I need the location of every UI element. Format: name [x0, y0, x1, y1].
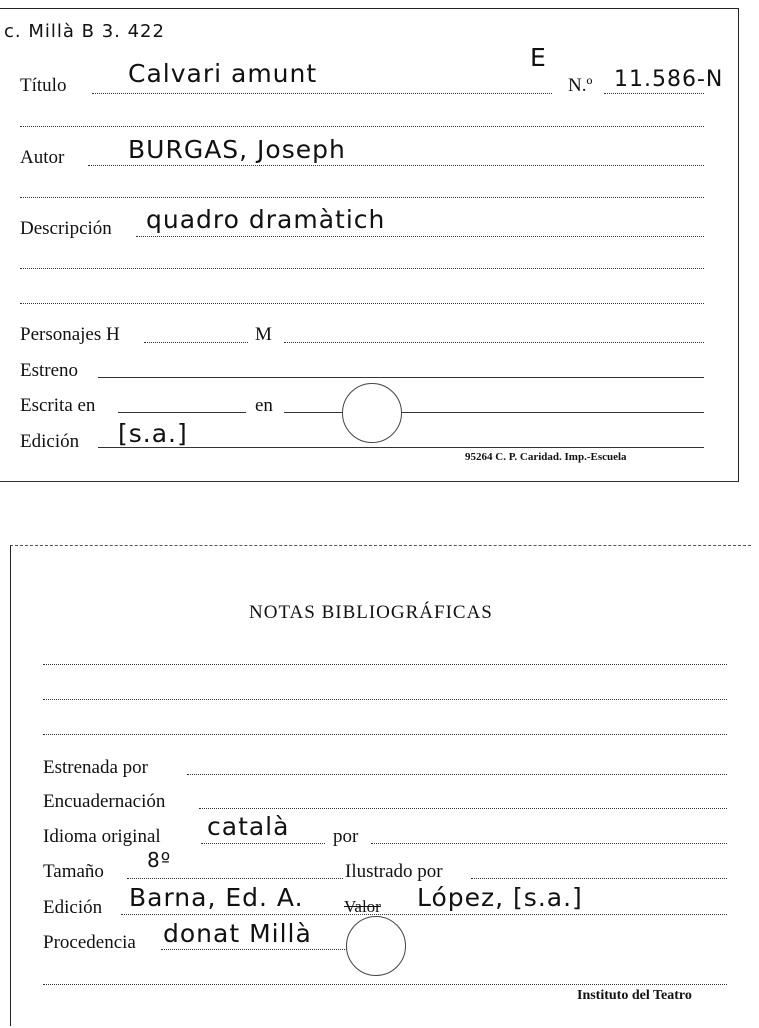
notas-heading: NOTAS BIBLIOGRÁFICAS: [249, 602, 493, 623]
descripcion-label: Descripción: [20, 218, 112, 239]
catalog-card-front: [0, 8, 739, 482]
descripcion-value: quadro dramàtich: [146, 205, 386, 234]
estreno-label: Estreno: [20, 360, 79, 381]
por-line: [371, 843, 727, 844]
notas-line-1: [43, 664, 727, 665]
tamano-label: Tamaño: [43, 861, 104, 882]
notas-line-2: [43, 699, 727, 700]
estrenada-line: [187, 774, 727, 775]
blank-line-3: [20, 268, 704, 269]
footer-institution: Instituto del Teatro: [577, 988, 692, 1003]
punch-hole-back: [346, 916, 406, 976]
tamano-line: [127, 878, 343, 879]
titulo-value: Calvari amunt: [128, 59, 318, 88]
edicion-back-value-1: Barna, Ed. A.: [129, 883, 304, 912]
numero-label: N.º: [568, 75, 593, 96]
blank-line-1: [20, 126, 704, 127]
encuadernacion-label: Encuadernación: [43, 791, 166, 812]
titulo-line: [92, 93, 552, 94]
final-line: [43, 984, 727, 985]
blank-line-2: [20, 197, 704, 198]
handwritten-mark: E: [530, 43, 547, 72]
idioma-label: Idioma original: [43, 826, 161, 847]
procedencia-label: Procedencia: [43, 932, 136, 953]
personajes-label: Personajes H: [20, 324, 120, 345]
edicion-value: [s.a.]: [118, 419, 188, 448]
edicion-label: Edición: [20, 431, 80, 452]
por-label: por: [333, 826, 359, 847]
titulo-label: Título: [20, 75, 67, 96]
ilustrado-line: [471, 878, 727, 879]
escrita-label: Escrita en: [20, 395, 96, 416]
autor-label: Autor: [20, 147, 65, 168]
personajes-m-line: [284, 342, 704, 343]
encuadernacion-line: [199, 808, 727, 809]
numero-line: [604, 93, 704, 94]
estreno-line: [98, 377, 704, 378]
escrita-line-1: [118, 412, 246, 413]
procedencia-line: [161, 949, 351, 950]
call-number: c. Millà B 3. 422: [4, 21, 165, 42]
edicion-back-line: [121, 914, 727, 915]
descripcion-line: [136, 236, 704, 237]
idioma-line: [201, 843, 325, 844]
edicion-back-value-2: López, [s.a.]: [417, 883, 583, 912]
edicion-line: [98, 447, 704, 448]
autor-line: [88, 165, 704, 166]
idioma-value: català: [207, 812, 290, 841]
punch-hole: [342, 383, 402, 443]
estrenada-label: Estrenada por: [43, 757, 148, 778]
blank-line-4: [20, 303, 704, 304]
printer-imprint: 95264 C. P. Caridad. Imp.-Escuela: [465, 451, 627, 463]
autor-value: BURGAS, Joseph: [128, 135, 346, 164]
procedencia-value: donat Millà: [163, 919, 312, 948]
numero-value: 11.586-N: [614, 67, 724, 92]
notas-line-3: [43, 734, 727, 735]
catalog-card-back: [10, 545, 751, 1026]
tamano-value: 8º: [147, 848, 172, 872]
personajes-m-label: M: [255, 324, 272, 345]
edicion-back-label: Edición: [43, 897, 103, 918]
ilustrado-label: Ilustrado por: [345, 861, 443, 882]
escrita-en-label: en: [255, 395, 273, 416]
valor-label: Valor: [344, 897, 381, 916]
personajes-h-line: [144, 342, 248, 343]
